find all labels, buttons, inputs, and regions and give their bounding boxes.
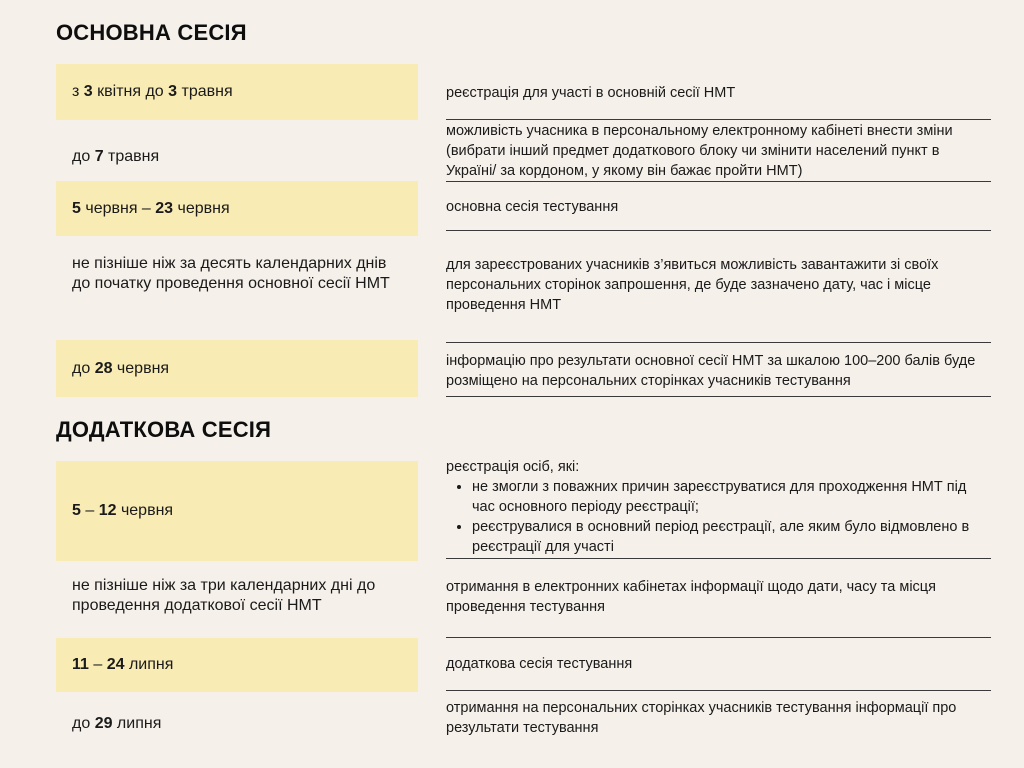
- extra-row-1-desc: [446, 457, 991, 557]
- main-row-2-desc: можливість учасника в персональному електронному кабінеті внести зміни (вибрати інший предмет додаткового блоку чи змінити населений пункт в Україні/ за кордоном, у якому він бажає пройти НМТ): [446, 123, 953, 179]
- main-row-2-date: до 7 травня: [72, 148, 160, 165]
- main-row-3-date: 5 червня – 23 червня: [56, 181, 418, 236]
- main-row-4-date: не пізніше ніж за десять календарних днів до початку проведення основної сесії НМТ: [72, 255, 390, 292]
- extra-row-1-date: 5 – 12 червня: [56, 461, 418, 561]
- main-row-4-desc: для зареєстрованих учасників з’явиться можливість завантажити зі своїх персональних сторінок запрошення, де буде зазначено дату, час і місце проведення НМТ: [446, 257, 939, 313]
- bullet-item: • реєструвалися в основний період реєстрації, але яким було відмовлено в реєстрації для участі: [472, 517, 991, 557]
- extra-row-1-intro: реєстрація осіб, які:: [446, 459, 580, 475]
- bullet-item: • не змогли з поважних причин зареєструватися для проходження НМТ під час основного періоду реєстрації;: [472, 477, 991, 517]
- extra-row-2-date: не пізніше ніж за три календарних дні до проведення додаткової сесії НМТ: [72, 577, 376, 614]
- extra-row-4-date: до 29 липня: [72, 715, 162, 732]
- main-row-1-desc: реєстрація для участі в основній сесії НМТ: [446, 85, 736, 101]
- extra-row-3-desc: додаткова сесія тестування: [446, 656, 633, 672]
- divider: [446, 558, 991, 559]
- divider: [446, 690, 991, 691]
- divider: [446, 181, 991, 182]
- main-row-5-desc: інформацію про результати основної сесії НМТ за шкалою 100–200 балів буде розміщено на персональних сторінках учасників тестування: [446, 353, 976, 389]
- main-session-title: ОСНОВНА СЕСІЯ: [56, 20, 247, 45]
- divider: [446, 230, 991, 231]
- extra-row-3-date: 11 – 24 липня: [56, 638, 418, 692]
- extra-row-1-bullets: [446, 477, 991, 557]
- divider: [446, 396, 991, 397]
- main-row-1-date: з 3 квітня до 3 травня: [56, 64, 418, 120]
- main-row-5-date: до 28 червня: [56, 340, 418, 397]
- divider: [446, 119, 991, 120]
- extra-session-title: ДОДАТКОВА СЕСІЯ: [56, 417, 272, 442]
- divider: [446, 342, 991, 343]
- divider: [446, 637, 991, 638]
- main-row-3-desc: основна сесія тестування: [446, 199, 619, 215]
- extra-row-4-desc: отримання на персональних сторінках учасників тестування інформації про результати тестування: [446, 700, 957, 736]
- extra-row-2-desc: отримання в електронних кабінетах інформації щодо дати, часу та місця проведення тестування: [446, 579, 936, 615]
